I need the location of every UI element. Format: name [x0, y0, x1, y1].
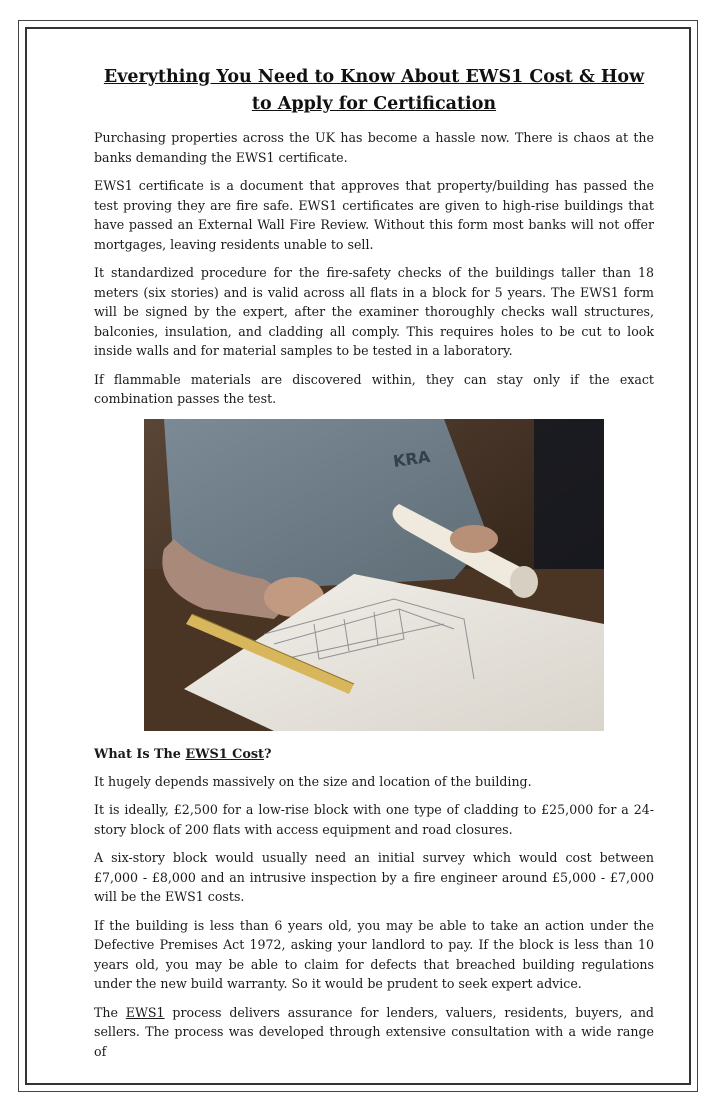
body-paragraph: It hugely depends massively on the size and location of the building. — [94, 773, 532, 789]
document-body — [94, 64, 654, 1070]
architect-drawing-photo — [144, 419, 604, 731]
last-paragraph-text: process delivers assurance for lenders, valuers, residents, buyers, and sellers. The process was developed through extensive consultation with a wide range of — [94, 1004, 654, 1059]
section-heading-prefix: What Is The — [94, 746, 186, 762]
document-title: Everything You Need to Know About EWS1 Cost & How to Apply for Certification — [103, 67, 645, 114]
ews1-link[interactable]: EWS1 — [125, 1004, 165, 1020]
section-heading-suffix: ? — [263, 746, 272, 762]
shirt-logo-text: KRA — [391, 446, 432, 471]
intro-paragraph: It standardized procedure for the fire-safety checks of the buildings taller than 18 meters (six stories) and is valid across all flats in a block for 5 years. The EWS1 form will be signed by the expert, after the examiner thoroughly checks wall structures, balconies, insulation, and cladding all comply. This requires holes to be cut to look inside walls and for material samples to be tested in a laboratory. — [94, 265, 654, 358]
last-paragraph — [94, 1003, 654, 1062]
last-paragraph-prefix: The — [94, 1004, 126, 1020]
body-paragraph: If the building is less than 6 years old, you may be able to take an action under the Defective Premises Act 1972, asking your landlord to pay. If the block is less than 10 years old, you may be able to claim for defects that breached building regulations under the new build warranty. So it would be prudent to seek expert advice. — [94, 917, 654, 991]
intro-paragraph: EWS1 certificate is a document that approves that property/building has passed the test proving they are fire safe. EWS1 certificates are given to high-rise buildings that have passed an External Wall Fire Review. Without this form most banks will not offer mortgages, leaving residents unable to sell. — [94, 178, 654, 252]
body-paragraph: It is ideally, £2,500 for a low-rise block with one type of cladding to £25,000 for a 24-story block of 200 flats with access equipment and road closures. — [94, 802, 654, 837]
intro-paragraph: If flammable materials are discovered within, they can stay only if the exact combination passes the test. — [94, 371, 654, 406]
body-paragraph: A six-story block would usually need an initial survey which would cost between £7,000 - £8,000 and an intrusive inspection by a fire engineer around £5,000 - £7,000 will be the EWS1 costs. — [94, 850, 654, 904]
ews1-cost-link[interactable]: EWS1 Cost — [185, 746, 264, 762]
section-heading — [94, 745, 654, 764]
intro-paragraph: Purchasing properties across the UK has become a hassle now. There is chaos at the banks demanding the EWS1 certificate. — [94, 130, 654, 165]
